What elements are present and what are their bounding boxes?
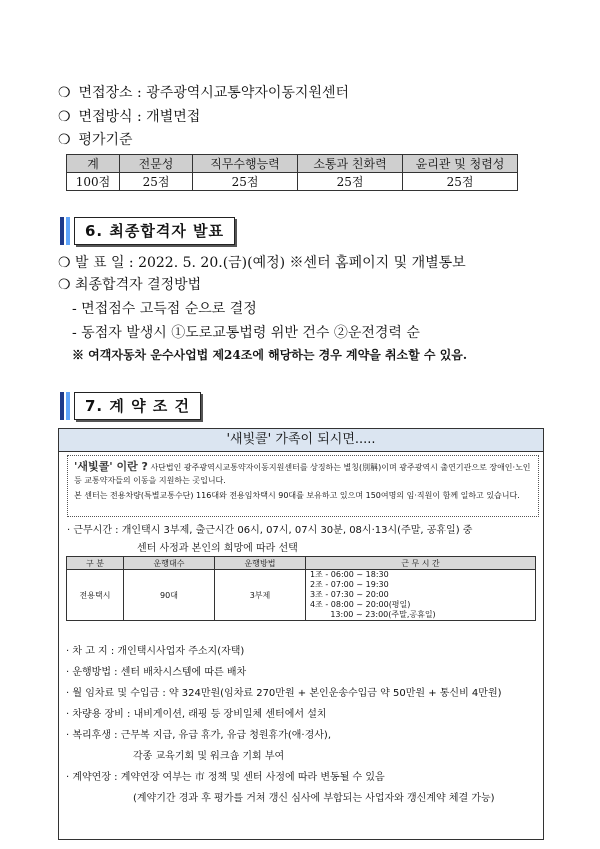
interview-method-text: 면접방식 : 개별면접 [78,109,201,125]
heading-accent-bar [66,392,70,420]
intro-highlight: '새빛콜' 이란 ? [74,460,148,473]
decision-method-heading: ❍ 최종합격자 결정방법 [58,277,202,293]
operations-table [66,556,536,621]
cancellation-note: ※ 여객자동차 운수사업법 제24조에 해당하는 경우 계약을 취소할 수 있음. [72,348,468,362]
table-cell: 3부제 [215,570,306,621]
condition-welfare-cont: 각종 교육기회 및 워크숍 기회 부여 [133,751,285,762]
schedule-line: 13:00 ~ 23:00(주말,공휴일) [310,610,436,619]
intro-paragraph [74,460,534,487]
table-cell: 25점 [403,173,518,191]
interview-location-text: 면접장소 : 광주광역시교통약자이동지원센터 [78,85,350,101]
table-header-cell: 구 분 [67,557,124,570]
heading-accent-bar [60,392,64,420]
condition-contract-cont: (계약기간 경과 후 평가를 거쳐 갱신 심사에 부합되는 사업자와 갱신계약 체결 가능) [133,793,495,804]
table-header-cell: 전문성 [120,155,193,173]
table-header-row [67,155,518,173]
intro-text: 사단법인 광주광역시교통약자이동지원센터를 상징하는 별칭(別稱)이며 광주광역시 출연기관으로 장애인·노인 등 교통약자들의 이동을 지원하는 곳입니다. [74,463,531,485]
table-header-cell: 윤리관 및 청렴성 [403,155,518,173]
conditions-box-title: '새빛콜' 가족이 되시면..... [59,429,543,452]
table-header-cell: 근 무 시 간 [306,557,536,570]
schedule-line: 3조 - 07:30 ~ 20:00 [310,590,389,599]
table-header-row [67,557,536,570]
table-header-cell: 운행방법 [215,557,306,570]
condition-contract: · 계약연장 : 계약연장 여부는 市 정책 및 센터 사정에 따라 변동될 수 있음 [66,772,385,783]
table-cell: 25점 [120,173,193,191]
intro-box [67,455,539,517]
bullet-interview-location [58,82,349,102]
table-row [67,173,518,191]
table-cell: 전용택시 [67,570,124,621]
table-row [67,570,536,621]
table-header-cell: 운행대수 [124,557,215,570]
decision-method-item: - 면접점수 고득점 순으로 결정 [72,301,257,317]
table-header-cell: 소통과 친화력 [298,155,403,173]
condition-equipment: · 차량용 장비 : 내비게이션, 래핑 등 장비일체 센터에서 설치 [66,709,327,720]
table-header-cell: 직무수행능력 [193,155,298,173]
condition-operation: · 운행방법 : 센터 배차시스템에 따른 배차 [66,667,247,678]
section-6-title: 6. 최종합격자 발표 [74,217,235,245]
heading-accent-bar [60,217,64,245]
bullet-evaluation-criteria [58,129,133,149]
decision-method-item: - 동점자 발생시 ①도로교통법령 위반 건수 ②운전경력 순 [72,325,420,341]
circle-bullet-icon: ❍ [58,132,71,148]
condition-rent-income: · 월 임차료 및 수입금 : 약 324만원(임차료 270만원 + 본인운송수입금 약 50만원 + 통신비 4만원) [66,688,502,699]
section-6-heading [60,217,235,245]
condition-garage: · 차 고 지 : 개인택시사업자 주소지(자택) [66,646,245,657]
work-time-line: · 근무시간 : 개인택시 3부제, 출근시간 06시, 07시, 07시 30분, 08시·13시(주말, 공휴일) 중 [67,525,473,536]
section-7-heading [60,392,201,420]
evaluation-criteria-text: 평가기준 [78,132,133,148]
circle-bullet-icon: ❍ [58,109,71,125]
condition-welfare: · 복리후생 : 근무복 지급, 유급 휴가, 유급 청원휴가(애·경사), [66,730,332,741]
table-cell: 90대 [124,570,215,621]
schedule-line: 2조 - 07:00 ~ 19:30 [310,580,389,589]
table-header-cell: 계 [67,155,120,173]
evaluation-table [66,154,518,191]
announcement-date: ❍ 발 표 일 : 2022. 5. 20.(금)(예정) ※센터 홈페이지 및 개별통보 [58,255,466,271]
section-7-title: 7. 계 약 조 건 [74,392,201,420]
intro-paragraph-2: 본 센터는 전용차량(특별교통수단) 116대와 전용임차택시 90대를 보유하고 있으며 150여명의 임·직원이 함께 일하고 있습니다. [74,491,520,500]
schedule-cell [306,570,536,621]
table-cell: 25점 [298,173,403,191]
table-cell: 25점 [193,173,298,191]
circle-bullet-icon: ❍ [58,85,71,101]
heading-accent-bar [66,217,70,245]
table-cell: 100점 [67,173,120,191]
schedule-line: 4조 - 08:00 ~ 20:00(평일) [310,600,411,609]
work-time-line-cont: 센터 사정과 본인의 희망에 따라 선택 [137,543,298,554]
schedule-line: 1조 - 06:00 ~ 18:30 [310,570,389,579]
bullet-interview-method [58,106,200,126]
